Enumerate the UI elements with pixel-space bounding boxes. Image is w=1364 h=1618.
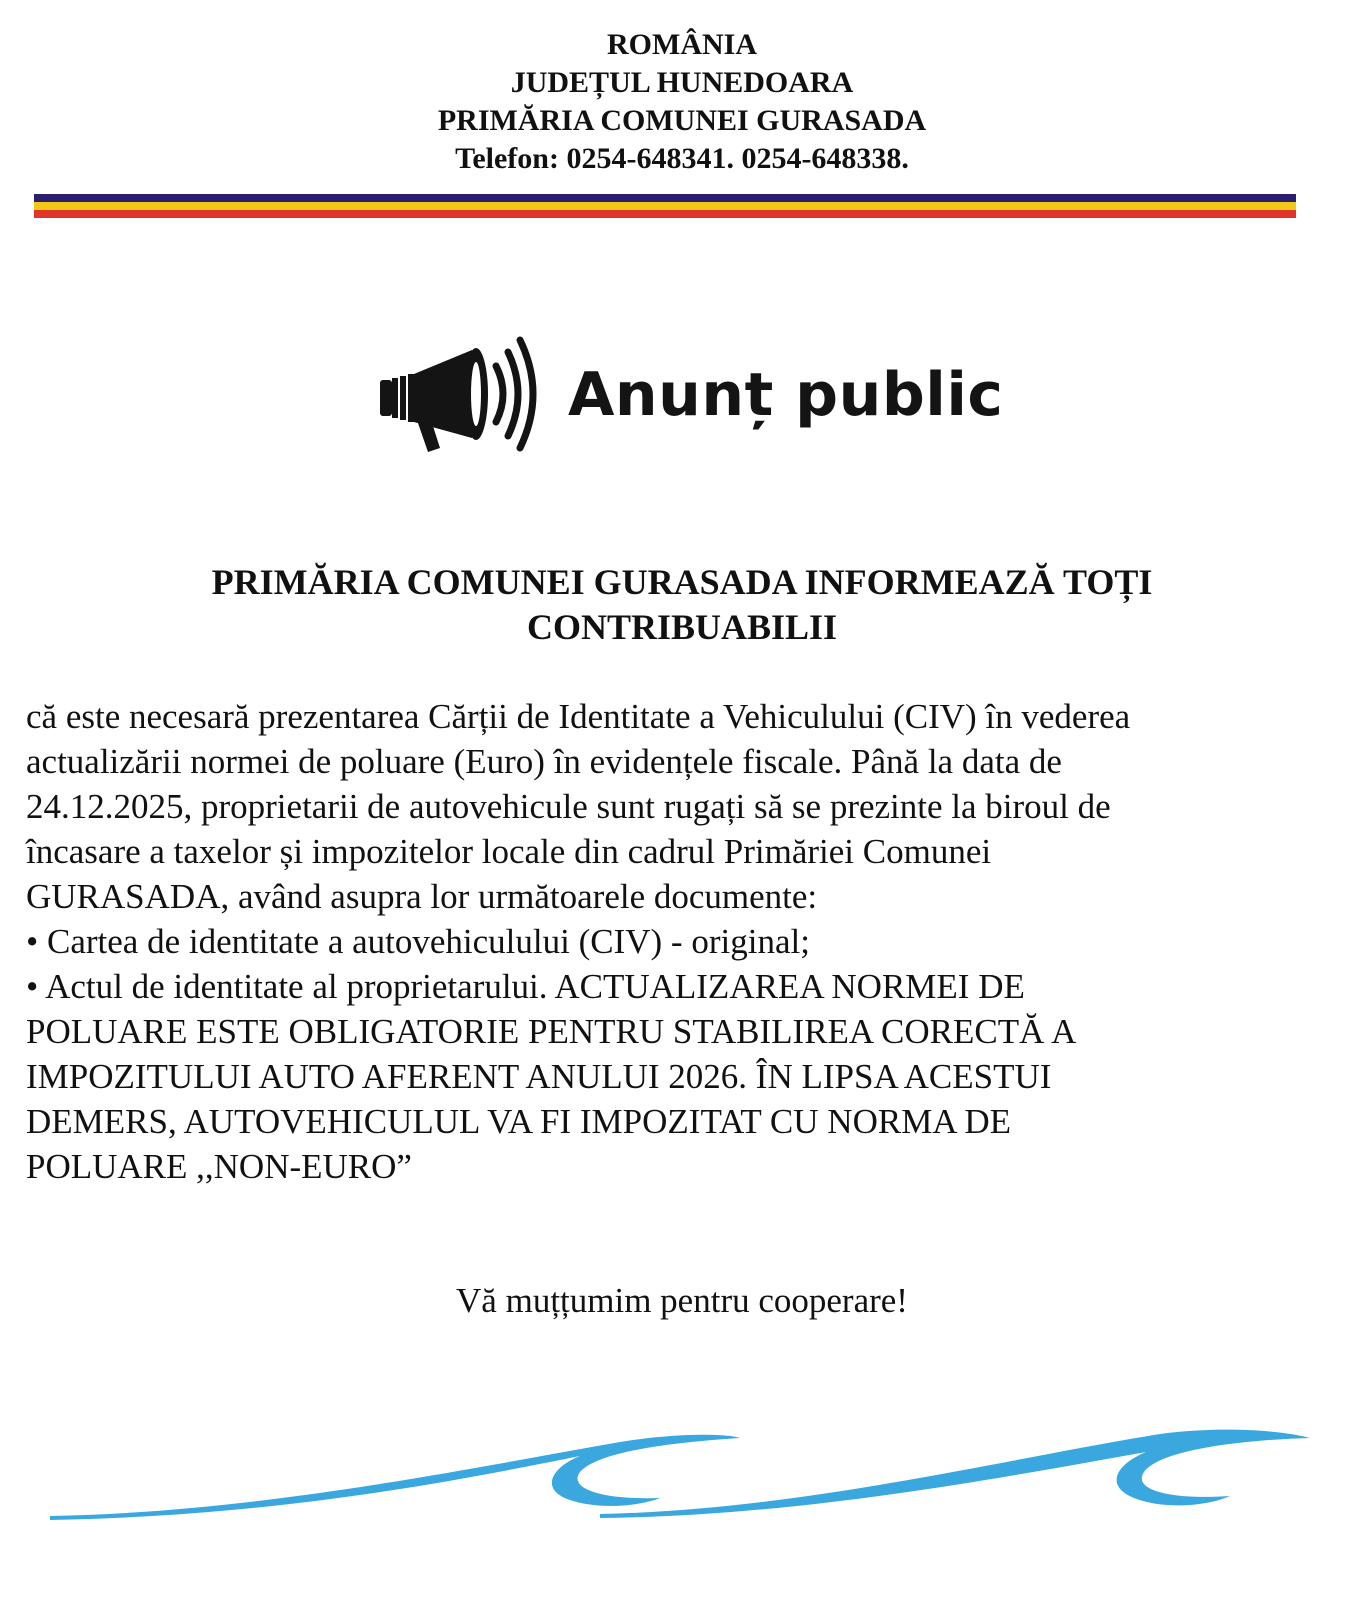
announcement-banner: [380, 330, 1004, 470]
tricolor-divider: [34, 194, 1296, 218]
wave-icon: [40, 1420, 1320, 1530]
header-county: JUDEȚUL HUNEDOARA: [510, 66, 854, 99]
body-line: încasare a taxelor și impozitelor locale din cadrul Primăriei Comunei: [26, 832, 992, 871]
bullet-item-id: • Actul de identitate al proprietarului. ACTUALIZAREA NORMEI DE: [26, 967, 1025, 1006]
tricolor-blue-band: [34, 194, 1296, 202]
body-line: actualizării normei de poluare (Euro) în evidențele fiscale. Până la data de: [26, 742, 1062, 781]
body-line: DEMERS, AUTOVEHICULUL VA FI IMPOZITAT CU NORMA DE: [26, 1102, 1012, 1141]
body-line: POLUARE ESTE OBLIGATORIE PENTRU STABILIREA CORECTĂ A: [26, 1012, 1077, 1051]
notice-heading: [0, 560, 1364, 650]
header-phone: Telefon: 0254-648341. 0254-648338.: [455, 142, 909, 175]
heading-line-2: CONTRIBUABILII: [526, 607, 838, 647]
announcement-label: Anunț public: [568, 360, 1004, 430]
body-line: GURASADA, având asupra lor următoarele documente:: [26, 877, 818, 916]
closing-thanks: Vă muțțumim pentru cooperare!: [456, 1281, 908, 1320]
header-institution: PRIMĂRIA COMUNEI GURASADA: [437, 104, 927, 137]
body-line: POLUARE ,,NON-EURO”: [26, 1147, 412, 1186]
heading-line-1: PRIMĂRIA COMUNEI GURASADA INFORMEAZĂ TOȚI: [211, 562, 1153, 602]
tricolor-red-band: [34, 210, 1296, 218]
notice-body: [26, 694, 1326, 1189]
body-line: 24.12.2025, proprietarii de autovehicule sunt rugați să se prezinte la biroul de: [26, 787, 1111, 826]
header-country: ROMÂNIA: [607, 28, 757, 61]
tricolor-yellow-band: [34, 202, 1296, 210]
body-line: IMPOZITULUI AUTO AFERENT ANULUI 2026. ÎN LIPSA ACESTUI: [26, 1057, 1052, 1096]
bullet-item-civ: • Cartea de identitate a autovehiculului (CIV) - original;: [26, 922, 810, 961]
body-line: că este necesară prezentarea Cărții de Identitate a Vehiculului (CIV) în vederea: [26, 697, 1131, 736]
document-header: [0, 26, 1364, 178]
megaphone-icon: [380, 330, 560, 460]
